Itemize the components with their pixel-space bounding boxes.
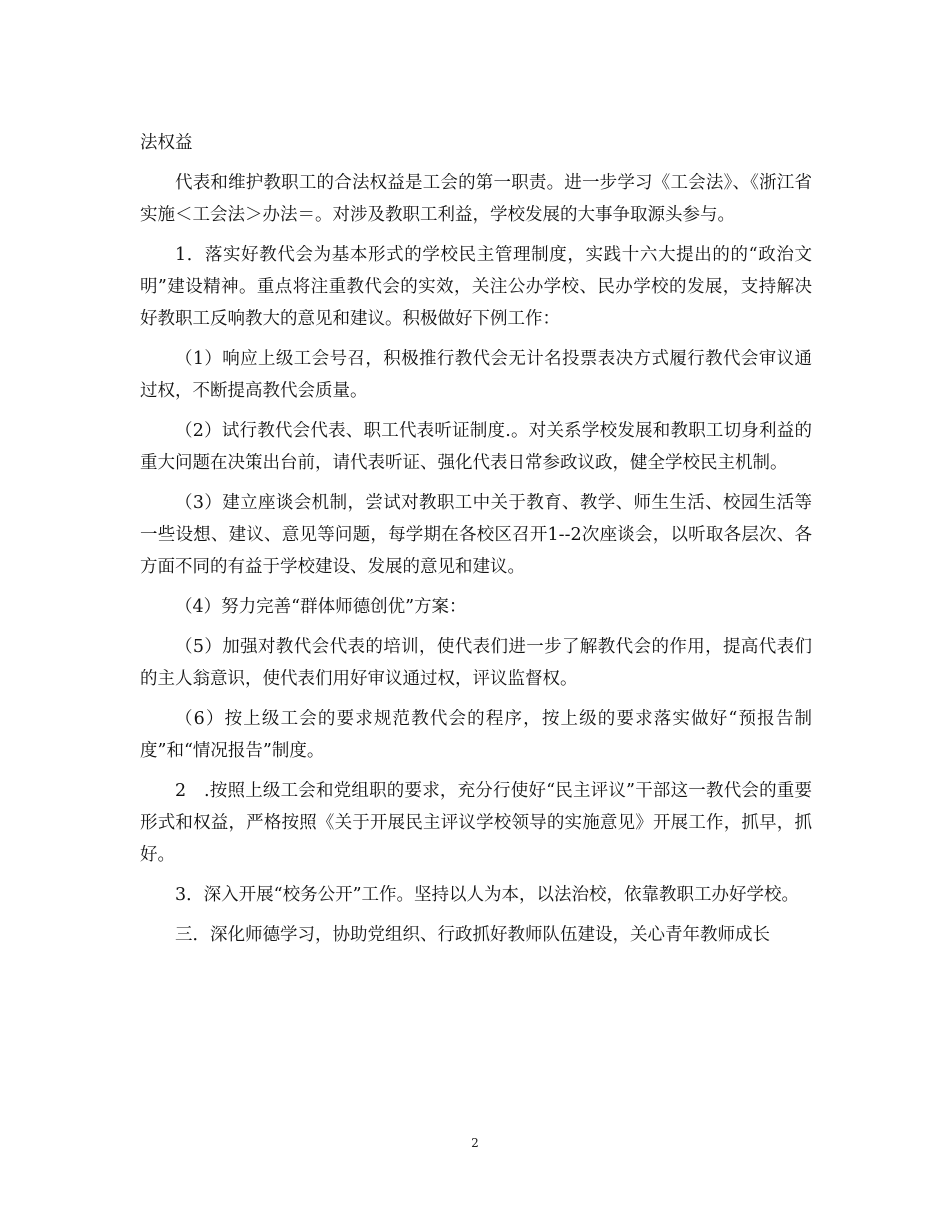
paragraph-continuation: 法权益: [140, 133, 193, 153]
paragraph-subitem-3: （3）建立座谈会机制，尝试对教职工中关于教育、教学、师生生活、校园生活等一些设想、建议、意见等问题，每学期在各校区召开1--2次座谈会，以听取各层次、各方面不同的有益于学校建设、发展的意见和建议。: [140, 493, 812, 577]
paragraph-subitem-6: （6）按上级工会的要求规范教代会的程序，按上级的要求落实做好“预报告制度”和“情况报告”制度。: [140, 709, 812, 761]
paragraph-subitem-1: （1）响应上级工会号召，积极推行教代会无计名投票表决方式履行教代会审议通过权，不断提高教代会质量。: [140, 349, 812, 401]
page-number: 2: [471, 1136, 479, 1150]
paragraph-subitem-4: （4）努力完善“群体师德创优”方案：: [175, 597, 467, 617]
paragraph-item-2: 2 .按照上级工会和党组职的要求，充分行使好“民主评议”干部这一教代会的重要形式和权益，严格按照《关于开展民主评议学校领导的实施意见》开展工作，抓早，抓好。: [140, 781, 812, 865]
paragraph-subitem-5: （5）加强对教代会代表的培训，使代表们进一步了解教代会的作用，提高代表们的主人翁意识，使代表们用好审议通过权，评议监督权。: [140, 637, 812, 689]
paragraph-item-3: 3．深入开展“校务公开”工作。坚持以人为本，以法治校，依靠教职工办好学校。: [175, 885, 800, 905]
document-body: [140, 127, 812, 959]
paragraph-intro: 代表和维护教职工的合法权益是工会的第一职责。进一步学习《工会法》、《浙江省实施＜工会法＞办法＝。对涉及教职工利益，学校发展的大事争取源头参与。: [140, 173, 812, 225]
paragraph-subitem-2: （2）试行教代会代表、职工代表听证制度.。对关系学校发展和教职工切身利益的重大问题在决策出台前，请代表听证、强化代表日常参政议政，健全学校民主机制。: [140, 421, 812, 473]
paragraph-section-3: 三．深化师德学习，协助党组织、行政抓好教师队伍建设，关心青年教师成长: [175, 925, 770, 945]
paragraph-item-1: 1．落实好教代会为基本形式的学校民主管理制度，实践十六大提出的的“政治文明”建设精神。重点将注重教代会的实效，关注公办学校、民办学校的发展，支持解决好教职工反响教大的意见和建议。积极做好下例工作：: [140, 245, 812, 329]
